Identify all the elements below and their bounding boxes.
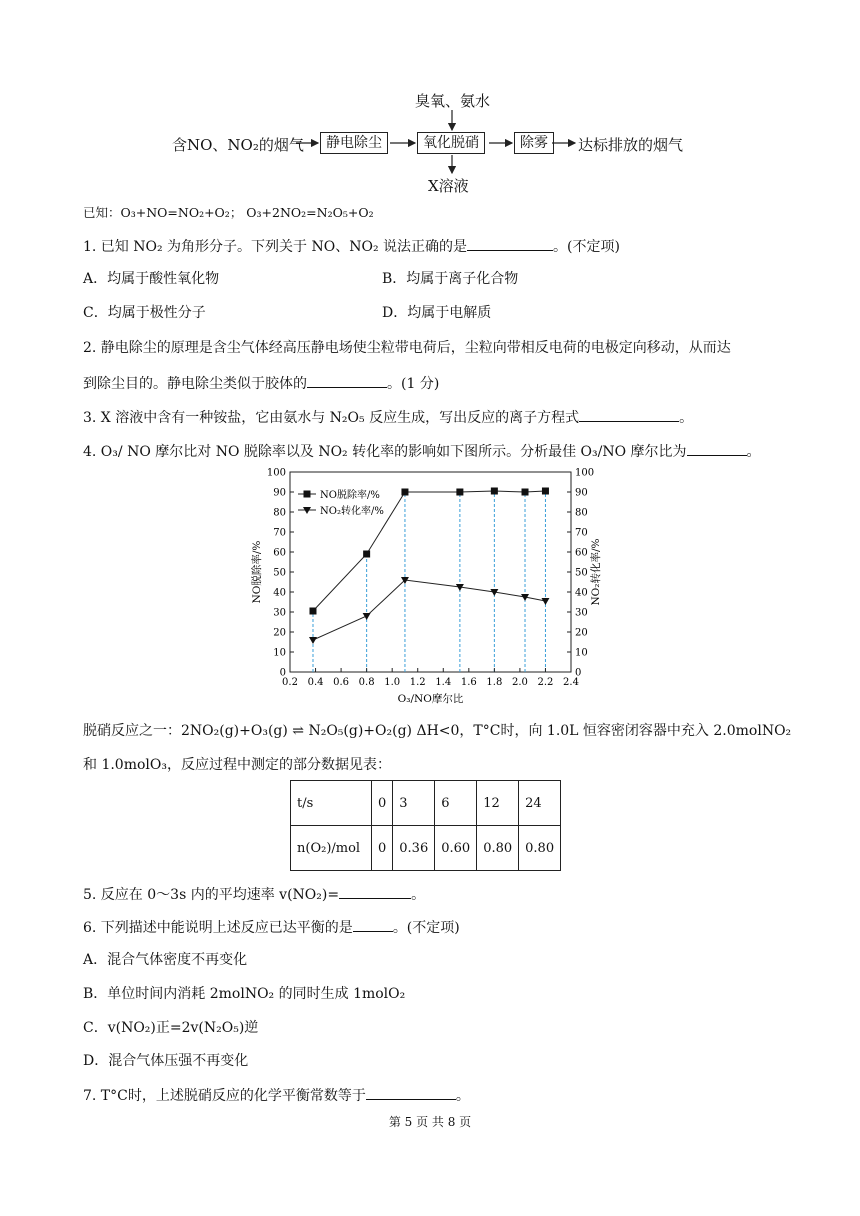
x-tick-label: 0.6 xyxy=(333,677,350,688)
y-tick-label-left: 60 xyxy=(273,547,286,559)
x-tick-label: 1.8 xyxy=(486,677,503,688)
q6-text: 6. 下列描述中能说明上述反应已达平衡的是 xyxy=(83,920,353,936)
table-cell: 0.80 xyxy=(519,826,561,871)
q4-blank xyxy=(687,441,747,456)
table-cell: 0 xyxy=(372,781,393,826)
q7-tail: 。 xyxy=(455,1088,470,1104)
table-cell: n(O₂)/mol xyxy=(291,826,372,871)
q6-option-c: C．v(NO₂)正=2v(N₂O₅)逆 xyxy=(83,1020,259,1036)
data-point-square xyxy=(456,489,463,496)
q2-blank xyxy=(307,373,387,388)
table-cell: 0.80 xyxy=(477,826,519,871)
q6-option-a: A．混合气体密度不再变化 xyxy=(83,952,248,968)
flow-top-input: 臭氧、氨水 xyxy=(415,92,491,110)
y-tick-label-right: 10 xyxy=(575,647,588,659)
q1-stem xyxy=(83,236,620,256)
y-tick-label-left: 50 xyxy=(273,567,286,579)
q1-tail: 。(不定项) xyxy=(553,239,620,255)
y-tick-label-right: 40 xyxy=(575,587,588,599)
data-point-square xyxy=(491,488,498,495)
q4-tail: 。 xyxy=(746,444,761,460)
y-tick-label-right: 90 xyxy=(575,487,588,499)
y-tick-label-left: 30 xyxy=(273,607,286,619)
q1-option-a: A．均属于酸性氧化物 xyxy=(83,271,220,287)
q3-blank xyxy=(579,407,679,422)
y-tick-label-right: 30 xyxy=(575,607,588,619)
reaction-line1: 脱硝反应之一：2NO₂(g)+O₃(g) ⇌ N₂O₅(g)+O₂(g) ΔH<0，T°C时，向 1.0L 恒容密闭容器中充入 2.0molNO₂ xyxy=(83,723,792,739)
q3-line xyxy=(83,407,693,427)
legend-marker-square xyxy=(304,491,311,498)
q4-line xyxy=(83,441,761,461)
y-axis-label-right: NO₂转化率/% xyxy=(590,538,602,606)
y-tick-label-right: 0 xyxy=(575,667,582,679)
y-tick-label-left: 80 xyxy=(273,507,286,519)
q5-text: 5. 反应在 0～3s 内的平均速率 v(NO₂)= xyxy=(83,887,340,903)
q6-blank xyxy=(353,917,393,932)
y-tick-label-left: 0 xyxy=(279,667,286,679)
no-removal-chart xyxy=(238,462,602,714)
data-point-square xyxy=(522,489,529,496)
flow-arrows xyxy=(0,0,860,200)
table-cell: 0 xyxy=(372,826,393,871)
page-footer: 第 5 页 共 8 页 xyxy=(388,1115,472,1129)
y-axis-label-left: NO脱除率/% xyxy=(251,540,263,604)
q7-text: 7. T°C时，上述脱硝反应的化学平衡常数等于 xyxy=(83,1088,366,1104)
data-point-square xyxy=(542,488,549,495)
x-tick-label: 0.8 xyxy=(358,677,375,688)
q2-line2 xyxy=(83,373,439,393)
y-tick-label-right: 60 xyxy=(575,547,588,559)
x-tick-label: 0.4 xyxy=(307,677,324,688)
plot-frame xyxy=(290,472,571,672)
reaction-line2: 和 1.0molO₃，反应过程中测定的部分数据见表： xyxy=(83,757,391,773)
y-tick-label-left: 10 xyxy=(273,647,286,659)
x-tick-label: 1.6 xyxy=(460,677,477,688)
y-tick-label-left: 40 xyxy=(273,587,286,599)
y-tick-label-right: 80 xyxy=(575,507,588,519)
q6-tail: 。(不定项) xyxy=(392,920,460,936)
known-equations: 已知：O₃+NO=NO₂+O₂； O₃+2NO₂=N₂O₅+O₂ xyxy=(83,205,374,220)
q2-text: 到除尘目的。静电除尘类似于胶体的 xyxy=(83,376,307,392)
q5-line xyxy=(83,884,425,904)
table-cell: 0.60 xyxy=(435,826,477,871)
q4-text: 4. O₃/ NO 摩尔比对 NO 脱除率以及 NO₂ 转化率的影响如下图所示。分析最佳 O₃/NO 摩尔比为 xyxy=(83,444,687,460)
table-cell: 0.36 xyxy=(393,826,435,871)
data-point-square xyxy=(363,551,370,558)
q7-line xyxy=(83,1085,470,1105)
x-axis-label: O₃/NO摩尔比 xyxy=(397,693,464,705)
y-tick-label-right: 70 xyxy=(575,527,588,539)
data-point-square xyxy=(401,489,408,496)
table-row-values xyxy=(291,826,561,871)
data-point-triangle xyxy=(309,637,317,644)
q7-blank xyxy=(366,1085,456,1100)
flow-step-denitration: 氧化脱硝 xyxy=(417,132,485,154)
y-tick-label-right: 100 xyxy=(575,467,595,479)
series-line-2 xyxy=(313,580,545,640)
y-tick-label-left: 100 xyxy=(266,467,286,479)
x-tick-label: 2.4 xyxy=(563,677,579,688)
table-cell: 24 xyxy=(519,781,561,826)
flow-step-dust-removal: 静电除尘 xyxy=(320,132,388,154)
legend-label-2: NO₂转化率/% xyxy=(320,506,384,517)
q1-text: 1. 已知 NO₂ 为角形分子。下列关于 NO、NO₂ 说法正确的是 xyxy=(83,239,468,255)
y-tick-label-right: 50 xyxy=(575,567,588,579)
table-cell: t/s xyxy=(291,781,372,826)
flow-input-label: 含NO、NO₂的烟气 xyxy=(172,136,304,154)
x-tick-label: 1.0 xyxy=(384,677,401,688)
legend-label-1: NO脱除率/% xyxy=(320,490,380,501)
flow-side-output: X溶液 xyxy=(428,177,469,195)
x-tick-label: 2.2 xyxy=(537,677,554,688)
q1-option-c: C．均属于极性分子 xyxy=(83,305,206,321)
q1-blank xyxy=(467,236,553,251)
data-table xyxy=(290,780,561,871)
q3-text: 3. X 溶液中含有一种铵盐，它由氨水与 N₂O₅ 反应生成，写出反应的离子方程式 xyxy=(83,410,580,426)
data-point-square xyxy=(309,608,316,615)
q1-option-d: D．均属于电解质 xyxy=(382,305,492,321)
q2-line1: 2. 静电除尘的原理是含尘气体经高压静电场使尘粒带电荷后，尘粒向带相反电荷的电极定向移动，从而达 xyxy=(83,340,731,356)
y-tick-label-left: 90 xyxy=(273,487,286,499)
flow-output-label: 达标排放的烟气 xyxy=(578,136,684,154)
y-tick-label-left: 20 xyxy=(273,627,286,639)
q6-option-d: D．混合气体压强不再变化 xyxy=(83,1053,249,1069)
table-cell: 12 xyxy=(477,781,519,826)
table-row-header xyxy=(291,781,561,826)
x-tick-label: 1.2 xyxy=(409,677,426,688)
table-cell: 6 xyxy=(435,781,477,826)
x-tick-label: 1.4 xyxy=(435,677,452,688)
data-point-triangle xyxy=(363,613,371,620)
q5-blank xyxy=(339,884,411,899)
q5-tail: 。 xyxy=(411,887,426,903)
flow-step-demist: 除雾 xyxy=(514,132,554,154)
y-tick-label-right: 20 xyxy=(575,627,588,639)
q3-tail: 。 xyxy=(679,410,694,426)
q2-tail: 。(1 分) xyxy=(387,376,440,392)
q6-line xyxy=(83,917,460,937)
table-cell: 3 xyxy=(393,781,435,826)
y-tick-label-left: 70 xyxy=(273,527,286,539)
x-tick-label: 2.0 xyxy=(511,677,528,688)
data-point-triangle xyxy=(541,598,549,605)
q6-option-b: B．单位时间内消耗 2molNO₂ 的同时生成 1molO₂ xyxy=(83,986,406,1002)
x-tick-label: 0.2 xyxy=(282,677,298,688)
q1-option-b: B．均属于离子化合物 xyxy=(382,271,519,287)
